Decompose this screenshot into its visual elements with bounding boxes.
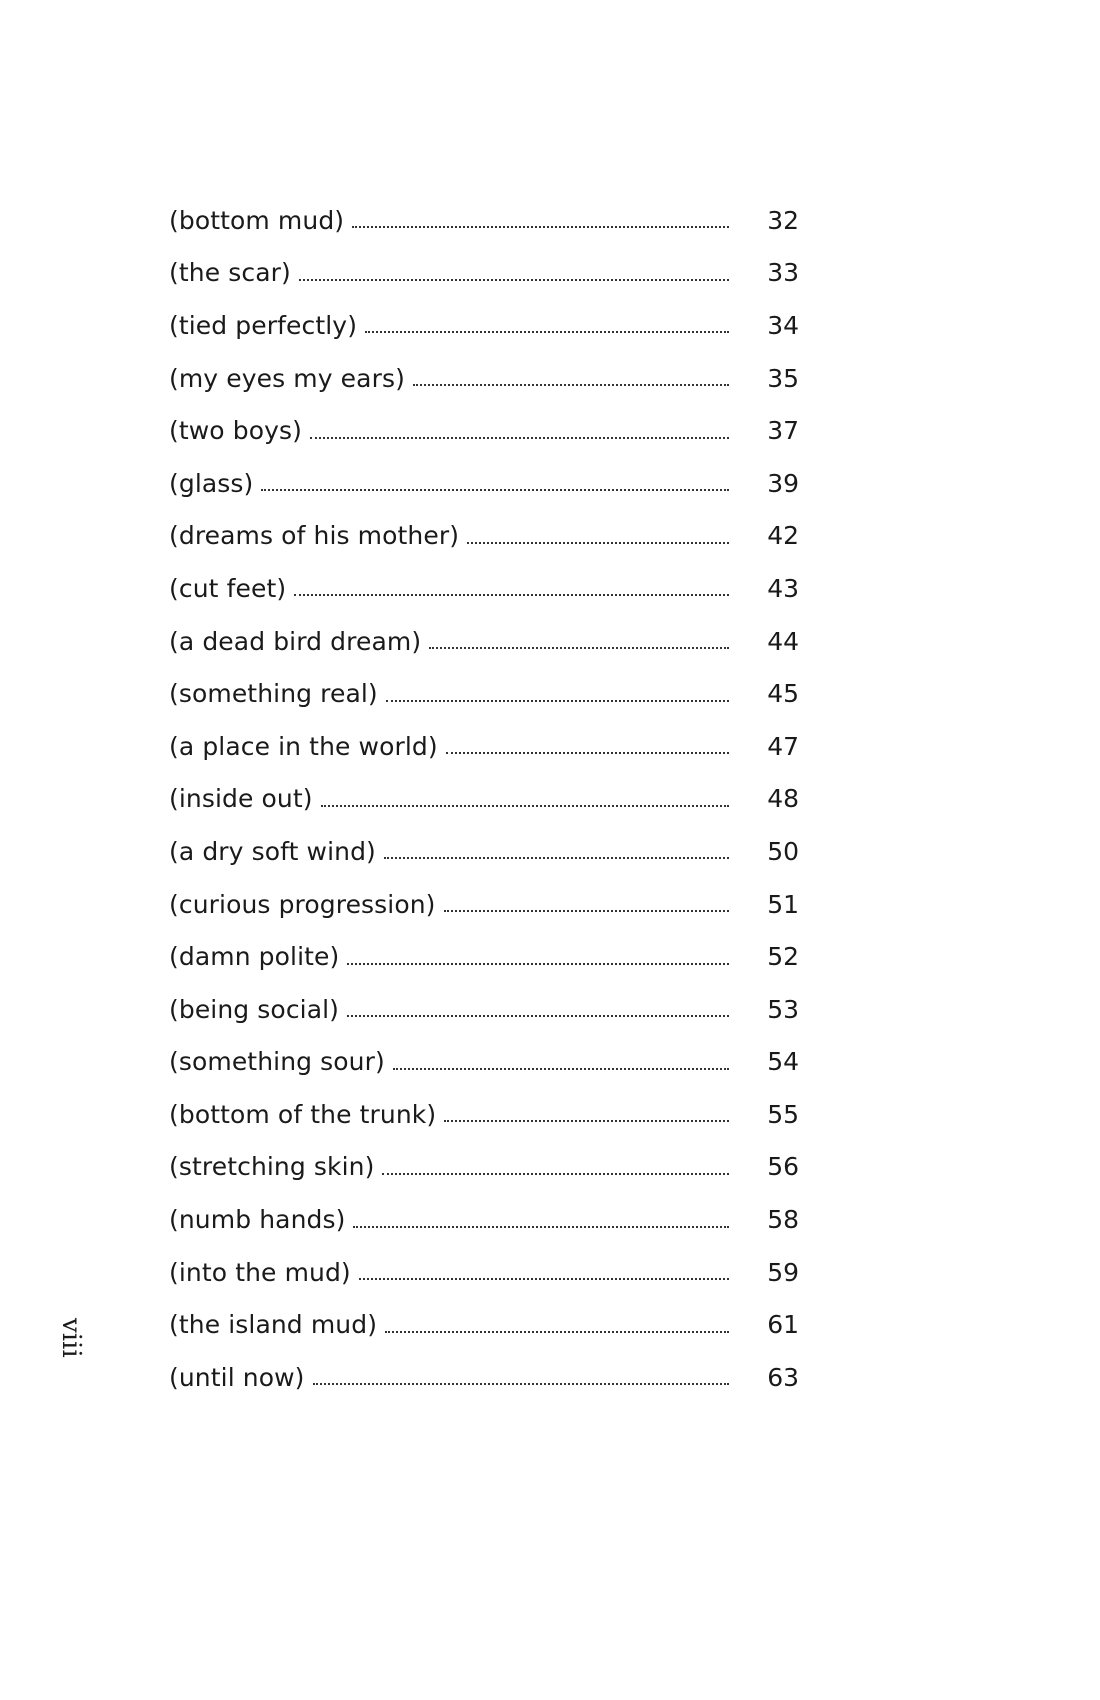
entry-title: (curious progression)	[169, 889, 436, 919]
toc-entry	[169, 404, 799, 457]
entry-page-number: 63	[767, 1362, 799, 1392]
toc-entry	[169, 615, 799, 668]
entry-title: (cut feet)	[169, 573, 287, 603]
dot-leader	[321, 784, 729, 814]
toc-entry	[169, 457, 799, 510]
page-number-folio: viii	[56, 1318, 86, 1358]
entry-title: (the island mud)	[169, 1310, 378, 1340]
entry-page-number: 61	[767, 1310, 799, 1340]
entry-title: (a dead bird dream)	[169, 626, 422, 656]
entry-page-number: 55	[767, 1099, 799, 1129]
dot-leader	[429, 626, 729, 656]
entry-page-number: 59	[767, 1257, 799, 1287]
entry-page-number: 37	[767, 416, 799, 446]
toc-entry	[169, 562, 799, 615]
entry-title: (bottom of the trunk)	[169, 1099, 437, 1129]
entry-page-number: 54	[767, 1047, 799, 1077]
table-of-contents	[169, 194, 799, 1404]
toc-entry	[169, 1193, 799, 1246]
entry-title: (damn polite)	[169, 942, 340, 972]
toc-entry	[169, 247, 799, 300]
entry-page-number: 42	[767, 521, 799, 551]
dot-leader	[359, 1257, 729, 1287]
entry-page-number: 35	[767, 363, 799, 393]
entry-title: (something real)	[169, 679, 378, 709]
entry-title: (into the mud)	[169, 1257, 351, 1287]
dot-leader	[365, 310, 729, 340]
toc-entry	[169, 1141, 799, 1194]
toc-entry	[169, 878, 799, 931]
entry-page-number: 52	[767, 942, 799, 972]
entry-title: (a dry soft wind)	[169, 836, 376, 866]
dot-leader	[294, 573, 729, 603]
entry-page-number: 51	[767, 889, 799, 919]
toc-entry	[169, 299, 799, 352]
entry-title: (dreams of his mother)	[169, 521, 460, 551]
entry-page-number: 50	[767, 836, 799, 866]
entry-page-number: 56	[767, 1152, 799, 1182]
dot-leader	[444, 1099, 729, 1129]
dot-leader	[413, 363, 729, 393]
toc-entry	[169, 194, 799, 247]
entry-title: (glass)	[169, 468, 254, 498]
entry-page-number: 47	[767, 731, 799, 761]
entry-title: (being social)	[169, 994, 340, 1024]
dot-leader	[347, 994, 729, 1024]
entry-title: (tied perfectly)	[169, 310, 358, 340]
entry-page-number: 44	[767, 626, 799, 656]
dot-leader	[261, 468, 729, 498]
entry-page-number: 58	[767, 1205, 799, 1235]
entry-title: (the scar)	[169, 258, 291, 288]
entry-page-number: 53	[767, 994, 799, 1024]
dot-leader	[299, 258, 729, 288]
toc-entry	[169, 930, 799, 983]
dot-leader	[467, 521, 729, 551]
toc-entry	[169, 825, 799, 878]
toc-entry	[169, 510, 799, 563]
dot-leader	[446, 731, 729, 761]
entry-page-number: 43	[767, 573, 799, 603]
toc-entry	[169, 773, 799, 826]
toc-entry	[169, 352, 799, 405]
entry-title: (something sour)	[169, 1047, 385, 1077]
dot-leader	[382, 1152, 729, 1182]
entry-page-number: 33	[767, 258, 799, 288]
entry-title: (stretching skin)	[169, 1152, 375, 1182]
toc-entry	[169, 720, 799, 773]
entry-page-number: 34	[767, 310, 799, 340]
toc-entry	[169, 1246, 799, 1299]
toc-entry	[169, 1351, 799, 1404]
dot-leader	[444, 889, 729, 919]
toc-entry	[169, 667, 799, 720]
dot-leader	[386, 679, 729, 709]
toc-entry	[169, 1036, 799, 1089]
entry-title: (a place in the world)	[169, 731, 438, 761]
entry-title: (numb hands)	[169, 1205, 346, 1235]
toc-entry	[169, 983, 799, 1036]
entry-page-number: 39	[767, 468, 799, 498]
dot-leader	[313, 1362, 729, 1392]
dot-leader	[353, 1205, 729, 1235]
entry-page-number: 32	[767, 205, 799, 235]
dot-leader	[310, 416, 729, 446]
toc-entry	[169, 1298, 799, 1351]
dot-leader	[384, 836, 729, 866]
entry-page-number: 48	[767, 784, 799, 814]
dot-leader	[347, 942, 729, 972]
entry-title: (inside out)	[169, 784, 313, 814]
dot-leader	[393, 1047, 729, 1077]
entry-title: (until now)	[169, 1362, 305, 1392]
entry-title: (my eyes my ears)	[169, 363, 405, 393]
entry-title: (bottom mud)	[169, 205, 345, 235]
toc-entry	[169, 1088, 799, 1141]
dot-leader	[352, 205, 729, 235]
dot-leader	[385, 1310, 729, 1340]
entry-page-number: 45	[767, 679, 799, 709]
entry-title: (two boys)	[169, 416, 302, 446]
